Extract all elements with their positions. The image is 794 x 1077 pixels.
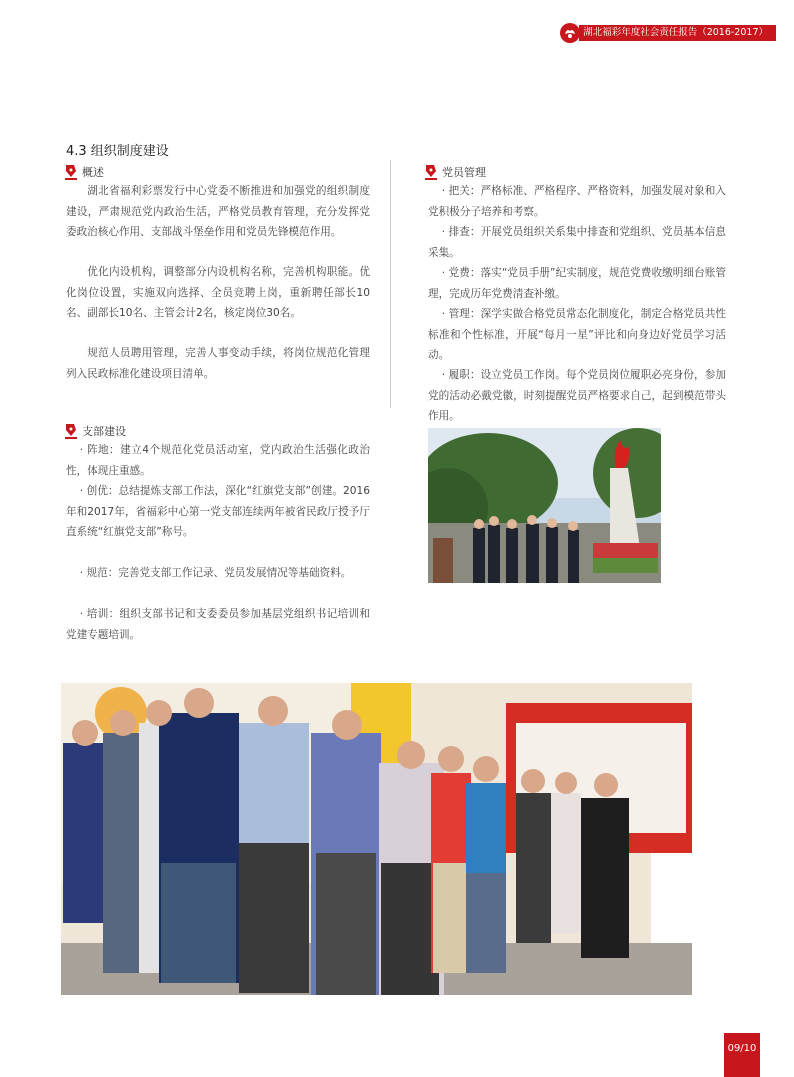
branch-item-excellence: · 创优：总结提炼支部工作法，深化“红旗党支部”创建。2016年和2017年，省福彩中心第一党支部连续两年被省民政厅授予厅直系统“红旗党支部”称号。 <box>66 485 370 538</box>
lottery-logo-icon <box>559 22 581 44</box>
member-heading <box>422 163 486 181</box>
member-item-dues: · 党费：落实“党员手册”纪实制度，规范党费收缴明细台账管理，完成历年党费清查补缴。 <box>428 267 726 300</box>
page-header <box>559 22 776 44</box>
member-item-management: · 管理：深学实做合格党员常态化制度化，制定合格党员共性标准和个性标准，开展“每月一星”评比和向身边好党员学习活动。 <box>428 308 726 361</box>
overview-heading <box>62 163 104 181</box>
page-number: 09/10 <box>727 1043 757 1054</box>
monument-photo <box>428 428 661 583</box>
branch-item-training: · 培训：组织支部书记和支委委员参加基层党组织书记培训和党建专题培训。 <box>66 608 370 641</box>
member-item-duty: · 履职：设立党员工作岗。每个党员岗位履职必亮身份，参加党的活动必戴党徽，时刻提醒党员严格要求自己，起到模范带头作用。 <box>428 369 726 422</box>
oath-group-photo <box>61 683 692 995</box>
overview-paragraph-2: 优化内设机构，调整部分内设机构名称，完善机构职能。优化岗位设置，实施双向选择、全员竞聘上岗，重新聘任部长10名、副部长10名、主管会计2名，核定岗位30名。 <box>66 266 370 319</box>
page-number-badge <box>724 1033 760 1077</box>
member-item-gatekeeping: · 把关：严格标准、严格程序、严格资料，加强发展对象和入党积极分子培养和考察。 <box>428 185 726 218</box>
pen-nib-icon <box>62 163 80 181</box>
branch-heading <box>62 422 126 440</box>
branch-item-standard: · 规范：完善党支部工作记录、党员发展情况等基础资料。 <box>79 567 352 579</box>
report-title: 湖北福彩年度社会责任报告（2016-2017） <box>579 25 776 41</box>
overview-paragraph-1: 湖北省福利彩票发行中心党委不断推进和加强党的组织制度建设，严肃规范党内政治生活，严格党员教育管理，充分发挥党委政治核心作用、支部战斗堡垒作用和党员先锋模范作用。 <box>66 185 370 238</box>
member-heading-label: 党员管理 <box>442 166 486 179</box>
branch-heading-label: 支部建设 <box>82 425 126 438</box>
overview-heading-label: 概述 <box>82 166 104 179</box>
section-title: 4.3 组织制度建设 <box>66 144 169 159</box>
branch-item-position: · 阵地：建立4个规范化党员活动室，党内政治生活强化政治性，体现庄重感。 <box>66 444 370 477</box>
pen-nib-icon <box>422 163 440 181</box>
overview-paragraph-3: 规范人员聘用管理，完善人事变动手续，将岗位规范化管理列入民政标准化建设项目清单。 <box>66 347 370 380</box>
member-item-inspection: · 排查：开展党员组织关系集中排查和党组织、党员基本信息采集。 <box>428 226 726 259</box>
column-divider <box>390 160 391 408</box>
pen-nib-icon <box>62 422 80 440</box>
